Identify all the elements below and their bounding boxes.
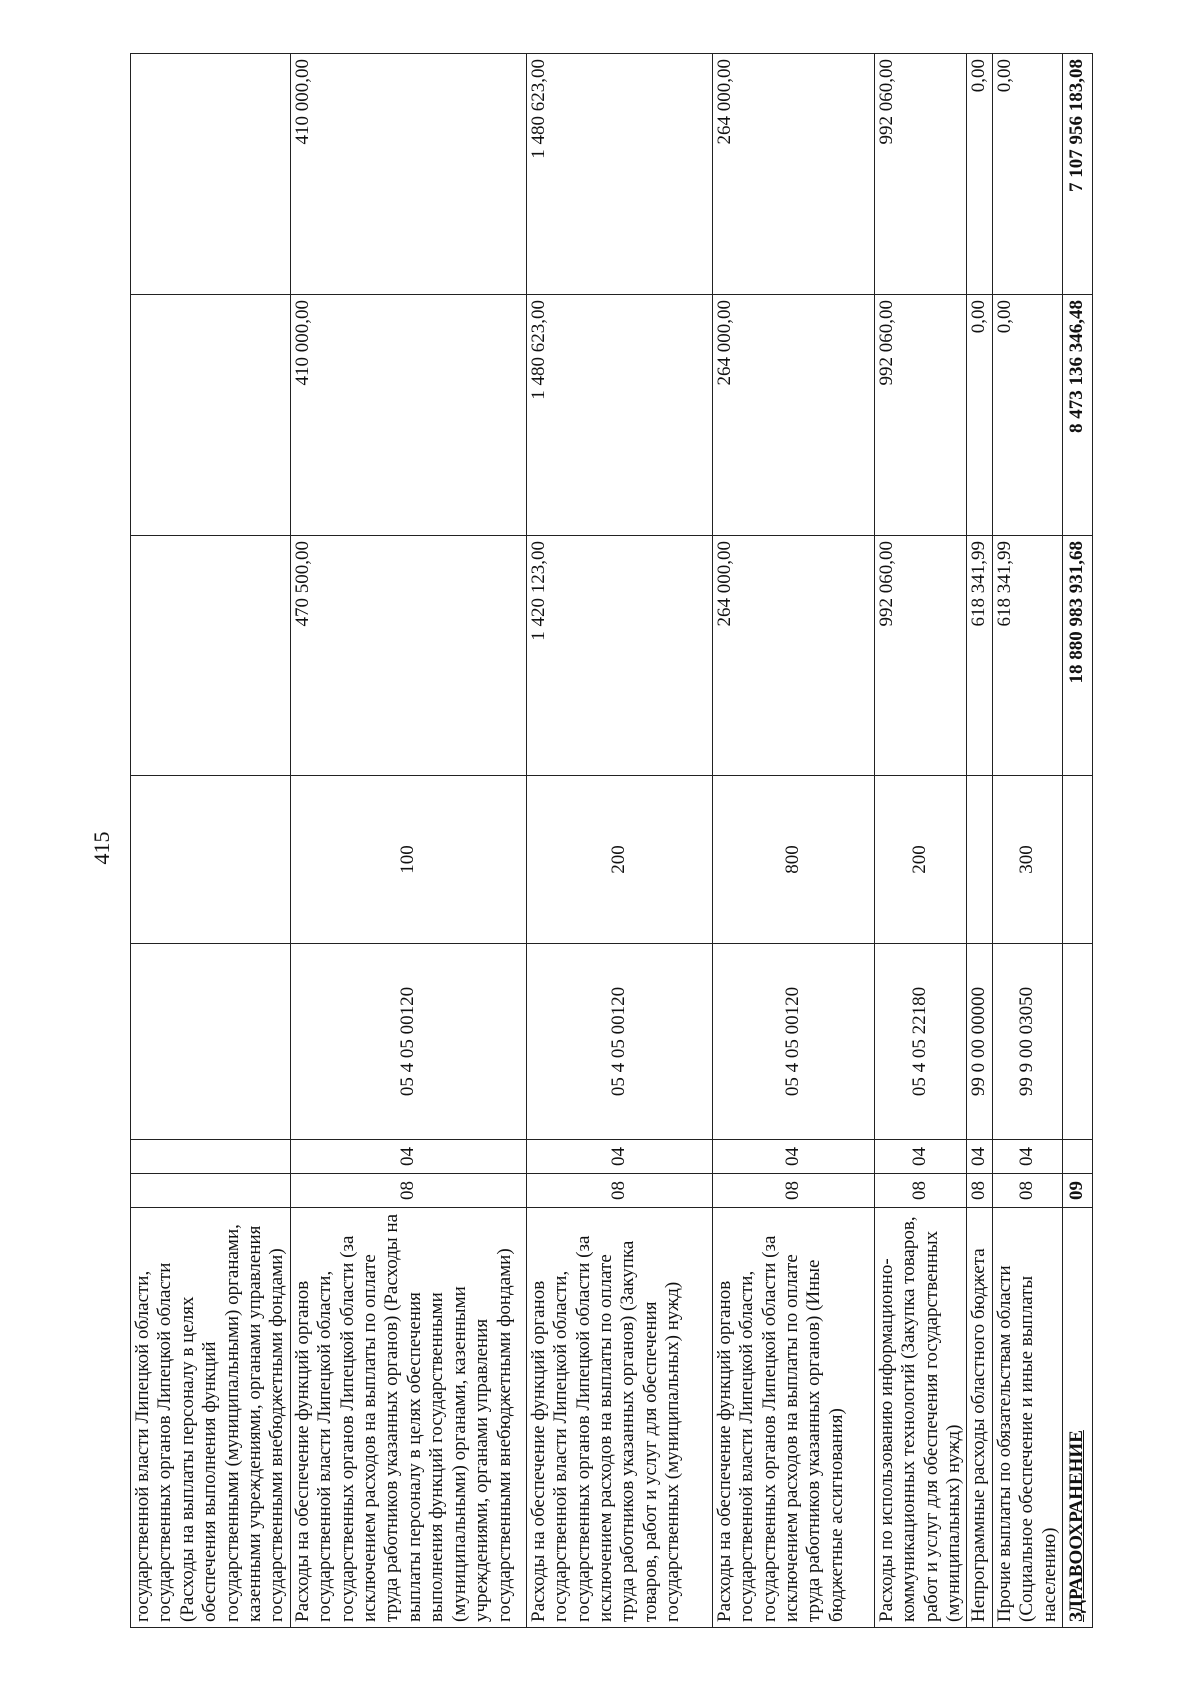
target-article-cell xyxy=(1063,944,1093,1140)
expense-type-cell xyxy=(967,776,992,944)
description-cell: Расходы на обеспечение функций органов государственной власти Липецкой области, государственных органов Липецкой области (за исключением расходов на выплаты по оплате труда работников указанных органов) (Закупка товаров, работ и услуг для обеспечения государственных (муниципальных) нужд) xyxy=(526,1208,712,1628)
amount-3-cell: 7 107 956 183,08 xyxy=(1063,54,1093,295)
expense-type-cell: 200 xyxy=(526,776,712,944)
amount-3-cell: 0,00 xyxy=(992,54,1062,295)
amount-2-cell: 0,00 xyxy=(992,295,1062,536)
target-article-cell: 99 9 00 03050 xyxy=(992,944,1062,1140)
rotated-table-container xyxy=(130,54,1088,1628)
section-cell: 08 xyxy=(712,1174,874,1208)
table-row xyxy=(712,54,874,1628)
subsection-cell: 04 xyxy=(712,1140,874,1174)
amount-2-cell xyxy=(131,295,291,536)
table-row xyxy=(290,54,526,1628)
description-cell: Расходы по использованию информационно-коммуникационных технологий (Закупка товаров, работ и услуг для обеспечения государственных (муниципальных) нужд) xyxy=(874,1208,967,1628)
amount-2-cell: 410 000,00 xyxy=(290,295,526,536)
section-cell: 08 xyxy=(967,1174,992,1208)
table-body xyxy=(131,54,1093,1628)
amount-2-cell: 1 480 623,00 xyxy=(526,295,712,536)
section-cell xyxy=(131,1174,291,1208)
table-row xyxy=(992,54,1062,1628)
amount-3-cell: 992 060,00 xyxy=(874,54,967,295)
expense-type-cell: 100 xyxy=(290,776,526,944)
amount-1-cell xyxy=(131,536,291,776)
amount-3-cell xyxy=(131,54,291,295)
page-number: 415 xyxy=(89,831,114,865)
section-cell: 08 xyxy=(290,1174,526,1208)
target-article-cell xyxy=(131,944,291,1140)
subsection-cell: 04 xyxy=(992,1140,1062,1174)
amount-1-cell: 264 000,00 xyxy=(712,536,874,776)
table-row xyxy=(131,54,291,1628)
description-cell: Расходы на обеспечение функций органов государственной власти Липецкой области, государственных органов Липецкой области (за исключением расходов на выплаты по оплате труда работников указанных органов) (Иные бюджетные ассигнования) xyxy=(712,1208,874,1628)
target-article-cell: 05 4 05 00120 xyxy=(290,944,526,1140)
target-article-cell: 99 0 00 00000 xyxy=(967,944,992,1140)
subsection-cell xyxy=(131,1140,291,1174)
section-cell: 09 xyxy=(1063,1174,1093,1208)
expense-type-cell xyxy=(1063,776,1093,944)
table-row xyxy=(967,54,992,1628)
target-article-cell: 05 4 05 00120 xyxy=(526,944,712,1140)
subsection-cell: 04 xyxy=(290,1140,526,1174)
description-cell: государственной власти Липецкой области, государственных органов Липецкой области (Расходы на выплаты персоналу в целях обеспечения выполнения функций государственными (муниципальными) органами, казенными учреждениями, органами управления государственными внебюджетными фондами) xyxy=(131,1208,291,1628)
subsection-cell: 04 xyxy=(967,1140,992,1174)
total-row xyxy=(1063,54,1093,1628)
amount-2-cell: 992 060,00 xyxy=(874,295,967,536)
expense-type-cell: 300 xyxy=(992,776,1062,944)
subsection-cell: 04 xyxy=(874,1140,967,1174)
target-article-cell: 05 4 05 00120 xyxy=(712,944,874,1140)
section-cell: 08 xyxy=(992,1174,1062,1208)
description-cell: Прочие выплаты по обязательствам области (Социальное обеспечение и иные выплаты населению) xyxy=(992,1208,1062,1628)
amount-1-cell: 618 341,99 xyxy=(967,536,992,776)
amount-3-cell: 0,00 xyxy=(967,54,992,295)
amount-3-cell: 410 000,00 xyxy=(290,54,526,295)
section-cell: 08 xyxy=(874,1174,967,1208)
expense-type-cell: 800 xyxy=(712,776,874,944)
amount-2-cell: 264 000,00 xyxy=(712,295,874,536)
amount-3-cell: 264 000,00 xyxy=(712,54,874,295)
target-article-cell: 05 4 05 22180 xyxy=(874,944,967,1140)
subsection-cell xyxy=(1063,1140,1093,1174)
amount-1-cell: 18 880 983 931,68 xyxy=(1063,536,1093,776)
section-cell: 08 xyxy=(526,1174,712,1208)
expense-type-cell: 200 xyxy=(874,776,967,944)
amount-1-cell: 1 420 123,00 xyxy=(526,536,712,776)
amount-3-cell: 1 480 623,00 xyxy=(526,54,712,295)
amount-2-cell: 0,00 xyxy=(967,295,992,536)
expense-type-cell xyxy=(131,776,291,944)
amount-1-cell: 470 500,00 xyxy=(290,536,526,776)
table-row xyxy=(526,54,712,1628)
amount-1-cell: 618 341,99 xyxy=(992,536,1062,776)
amount-1-cell: 992 060,00 xyxy=(874,536,967,776)
table-row xyxy=(874,54,967,1628)
subsection-cell: 04 xyxy=(526,1140,712,1174)
budget-table xyxy=(130,53,1093,1628)
description-cell: Расходы на обеспечение функций органов государственной власти Липецкой области, государственных органов Липецкой области (за исключением расходов на выплаты по оплате труда работников указанных органов) (Расходы на выплаты персоналу в целях обеспечения выполнения функций государственными (муниципальными) органами, казенными учреждениями, органами управления государственными внебюджетными фондами) xyxy=(290,1208,526,1628)
description-cell: ЗДРАВООХРАНЕНИЕ xyxy=(1063,1208,1093,1628)
amount-2-cell: 8 473 136 346,48 xyxy=(1063,295,1093,536)
description-cell: Непрограммные расходы областного бюджета xyxy=(967,1208,992,1628)
